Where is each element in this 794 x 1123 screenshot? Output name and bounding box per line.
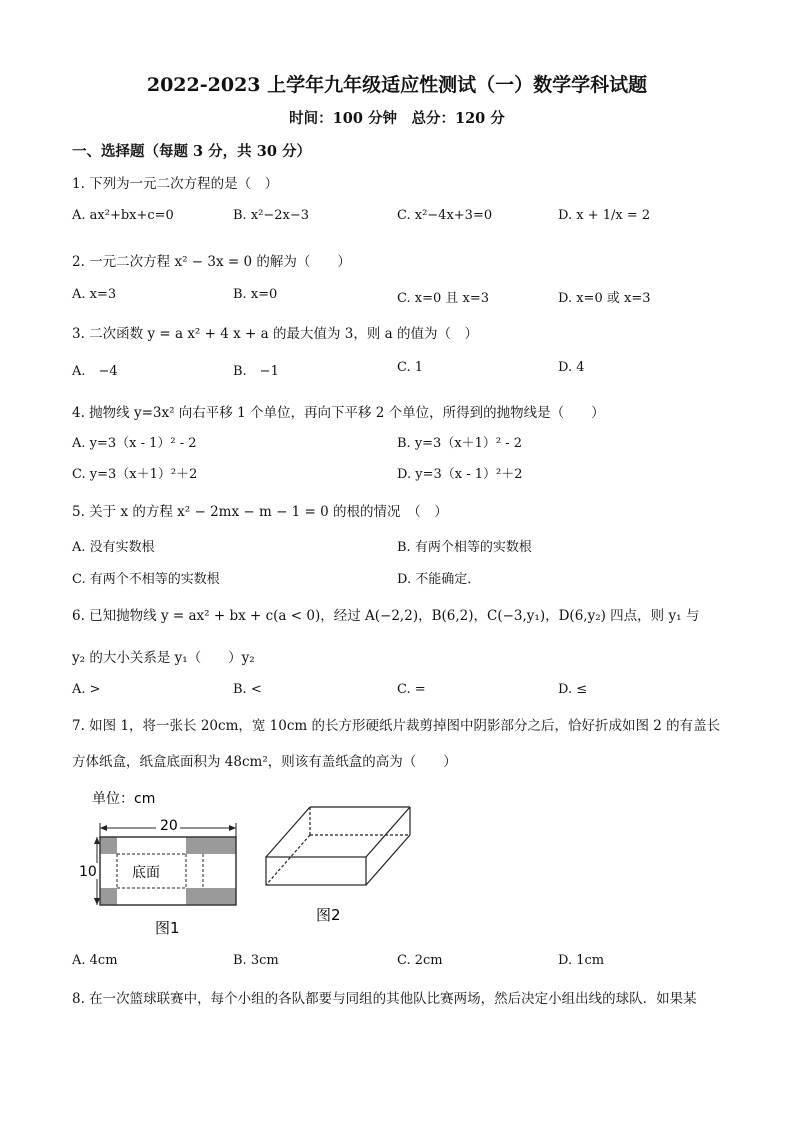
q7-option-b: B. 3cm: [233, 953, 279, 968]
figure-2-caption: 图2: [316, 906, 341, 924]
q1-option-a: A. ax²+bx+c=0: [72, 208, 174, 223]
q1-option-d: D. x + 1/x = 2: [558, 208, 651, 223]
figure-diagram: [70, 785, 430, 945]
page-title: 2022-2023 上学年九年级适应性测试（一）数学学科试题: [146, 74, 648, 96]
q1-option-b: B. x²−2x−3: [233, 208, 310, 223]
q1-option-c: C. x²−4x+3=0: [397, 208, 493, 223]
base-label: 底面: [132, 865, 160, 881]
question-1: 1. 下列为一元二次方程的是（ ）: [72, 176, 279, 192]
q2-option-b: B. x=0: [233, 287, 278, 302]
q3-option-d: D. 4: [558, 360, 585, 375]
question-2: 2. 一元二次方程 x² − 3x = 0 的解为（ ）: [72, 254, 351, 270]
question-6-line-1: 6. 已知抛物线 y = ax² + bx + c(a < 0)，经过 A(−2,2)，B(6,2)，C(−3,y₁)，D(6,y₂) 四点，则 y₁ 与: [72, 608, 700, 624]
q5-option-a: A. 没有实数根: [72, 540, 155, 555]
q4-option-c: C. y=3（x＋1）²＋2: [72, 467, 198, 482]
question-7-line-1: 7. 如图 1，将一张长 20cm，宽 10cm 的长方形硬纸片裁剪掉图中阴影部分之后，恰好折成如图 2 的有盖长: [72, 718, 721, 734]
q5-option-b: B. 有两个相等的实数根: [397, 540, 532, 555]
q7-option-c: C. 2cm: [397, 953, 443, 968]
shaded-corner: [100, 837, 117, 854]
q4-option-a: A. y=3（x - 1）² - 2: [72, 436, 197, 451]
question-5: 5. 关于 x 的方程 x² − 2mx − m − 1 = 0 的根的情况 （ ）: [72, 504, 448, 520]
q7-option-d: D. 1cm: [558, 953, 605, 968]
exam-meta: 时间：100 分钟 总分：120 分: [289, 110, 505, 127]
question-3: 3. 二次函数 y = a x² + 4 x + a 的最大值为 3，则 a 的值为（ ）: [72, 326, 478, 342]
figure-1-caption: 图1: [155, 919, 180, 937]
q2-option-a: A. x=3: [72, 287, 117, 302]
shaded-strip: [186, 837, 236, 854]
figure-2-box: [266, 807, 410, 885]
q4-option-b: B. y=3（x＋1）² - 2: [397, 436, 523, 451]
q2-option-c: C. x=0 且 x=3: [397, 291, 490, 306]
q6-option-c: C. =: [397, 682, 426, 697]
q6-option-b: B. <: [233, 682, 262, 697]
q6-option-a: A. >: [72, 682, 101, 697]
figure-1-sheet: [100, 837, 236, 905]
q3-option-b: B. −1: [233, 364, 279, 379]
q2-option-d: D. x=0 或 x=3: [558, 291, 651, 306]
q7-option-a: A. 4cm: [72, 953, 118, 968]
question-6-line-2: y₂ 的大小关系是 y₁（ ）y₂: [72, 650, 255, 666]
width-label: 10: [79, 864, 97, 880]
question-8-line-1: 8. 在一次篮球联赛中，每个小组的各队都要与同组的其他队比赛两场，然后决定小组出线的球队．如果某: [72, 991, 697, 1007]
q3-option-a: A. −4: [72, 364, 118, 379]
section-heading: 一、选择题（每题 3 分，共 30 分）: [72, 143, 311, 160]
figure-unit-label: 单位：cm: [92, 791, 156, 807]
q3-option-c: C. 1: [397, 360, 424, 375]
shaded-corner: [100, 888, 117, 905]
length-label: 20: [160, 818, 178, 834]
q5-option-c: C. 有两个不相等的实数根: [72, 572, 220, 587]
q5-option-d: D. 不能确定．: [397, 572, 481, 587]
question-7-line-2: 方体纸盒，纸盒底面积为 48cm²，则该有盖纸盒的高为（ ）: [72, 754, 457, 770]
shaded-strip: [186, 888, 236, 905]
q4-option-d: D. y=3（x - 1）²＋2: [397, 467, 523, 482]
question-4: 4. 抛物线 y=3x² 向右平移 1 个单位，再向下平移 2 个单位，所得到的抛物线是（ ）: [72, 405, 605, 421]
q6-option-d: D. ≤: [558, 682, 588, 697]
